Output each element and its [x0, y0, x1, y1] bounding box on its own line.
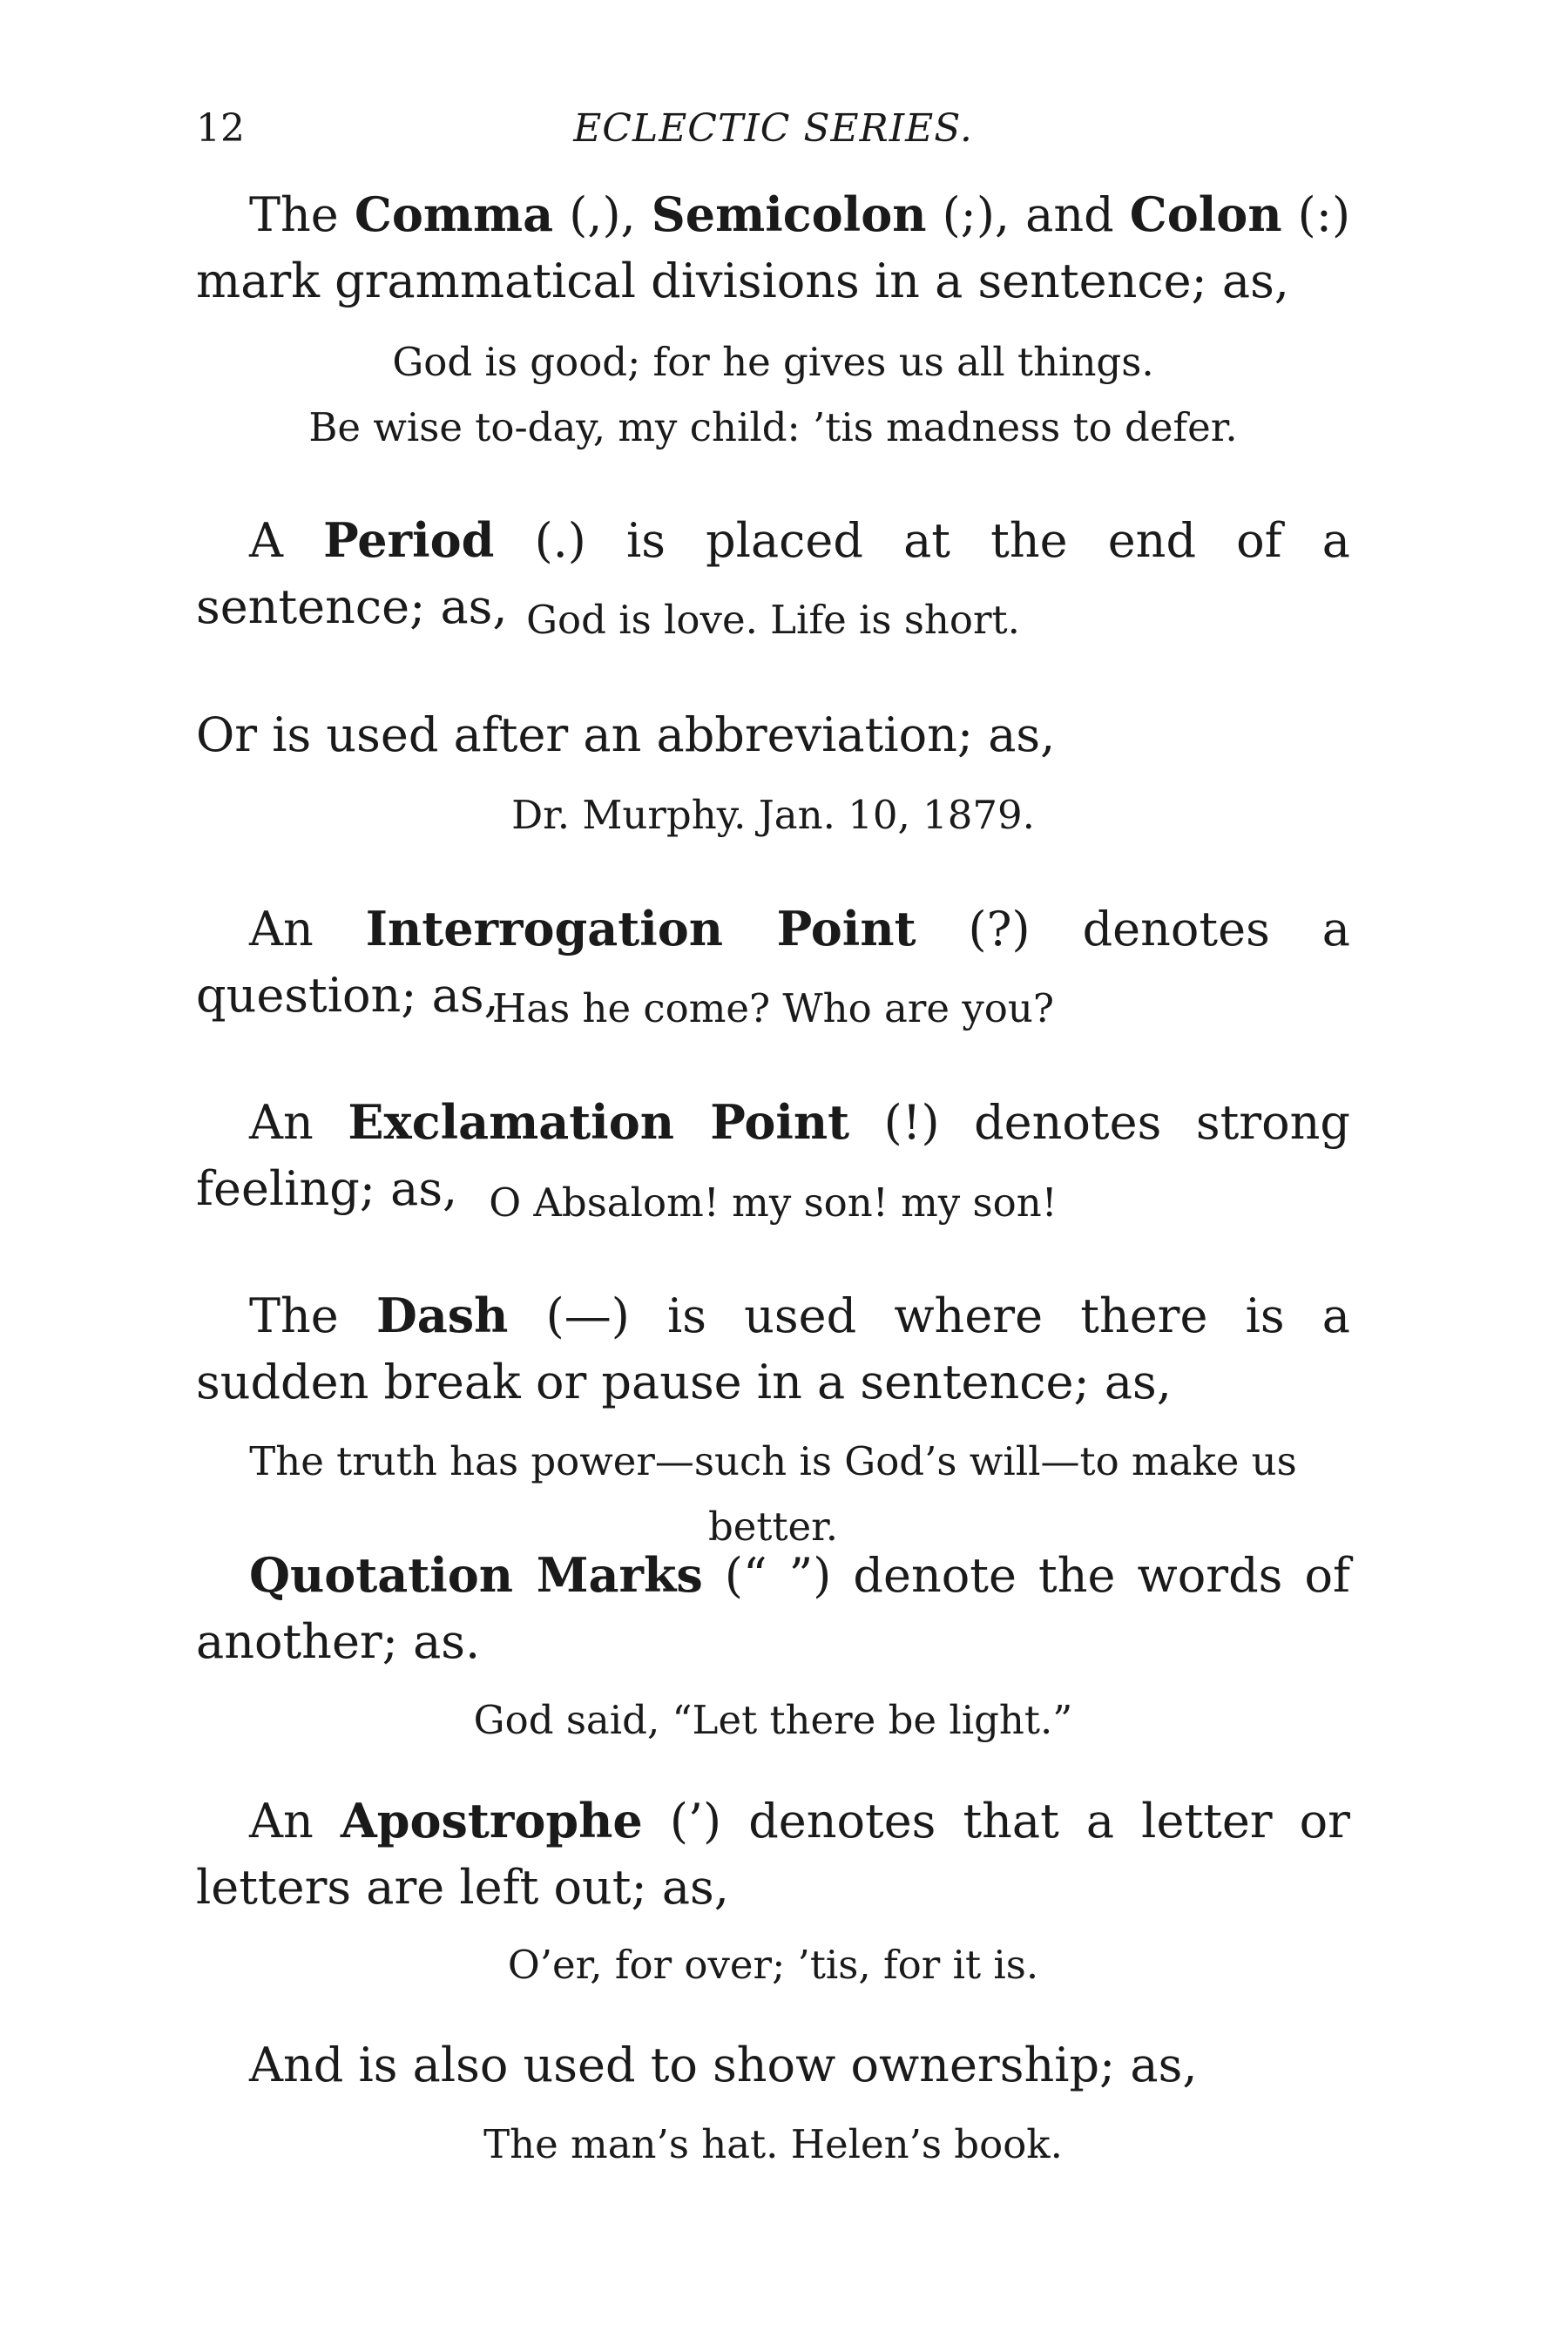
quotation-paragraph: Quotation Marks (“ ”) denote the words of another; as. — [196, 1547, 1350, 1669]
term-period: Period — [323, 512, 495, 568]
term-comma: Comma — [354, 186, 554, 242]
term-interrogation-point: Interrogation Point — [365, 901, 916, 956]
example-line: The truth has power—such is God’s will—to make us better. — [249, 1438, 1297, 1550]
example-line: O’er, for over; ’tis, for it is. — [507, 1942, 1039, 1988]
page-number: 12 — [196, 106, 245, 151]
dash-paragraph: The Dash (—) is used where there is a sudden break or pause in a sentence; as, — [196, 1288, 1350, 1409]
running-title: ECLECTIC SERIES. — [573, 106, 973, 151]
term-exclamation-point: Exclamation Point — [348, 1094, 850, 1150]
term-quotation-marks: Quotation Marks — [249, 1547, 703, 1603]
exclamation-paragraph: An Exclamation Point (!) denotes strong feeling; as, — [196, 1094, 1350, 1216]
example-line: The man’s hat. Helen’s book. — [483, 2121, 1063, 2167]
term-colon: Colon — [1129, 186, 1282, 242]
apostrophe-paragraph: An Apostrophe (’) denotes that a letter or letters are left out; as, — [196, 1793, 1350, 1915]
example-line: Has he come? Who are you? — [492, 985, 1054, 1031]
comma-paragraph: The Comma (,), Semicolon (;), and Colon (:) mark grammatical divisions in a sentence; as, — [196, 186, 1351, 308]
term-apostrophe: Apostrophe — [340, 1793, 643, 1848]
example-line: God is love. Life is short. — [526, 597, 1020, 643]
example-line: God is good; for he gives us all things. — [392, 339, 1154, 385]
period-paragraph: A Period (.) is placed at the end of a sentence; as, — [196, 512, 1350, 634]
term-dash: Dash — [375, 1288, 509, 1343]
interrogation-paragraph: An Interrogation Point (?) denotes a question; as, — [196, 901, 1350, 1023]
abbreviation-paragraph: Or is used after an abbreviation; as, — [196, 707, 1056, 762]
term-semicolon: Semicolon — [651, 186, 927, 242]
example-line: O Absalom! my son! my son! — [489, 1179, 1058, 1226]
example-line: Be wise to-day, my child: ’tis madness to defer. — [308, 404, 1238, 450]
example-line: God said, “Let there be light.” — [473, 1697, 1073, 1743]
ownership-paragraph: And is also used to show ownership; as, — [249, 2038, 1198, 2092]
page-header — [196, 106, 1350, 167]
example-line: Dr. Murphy. Jan. 10, 1879. — [511, 792, 1035, 838]
